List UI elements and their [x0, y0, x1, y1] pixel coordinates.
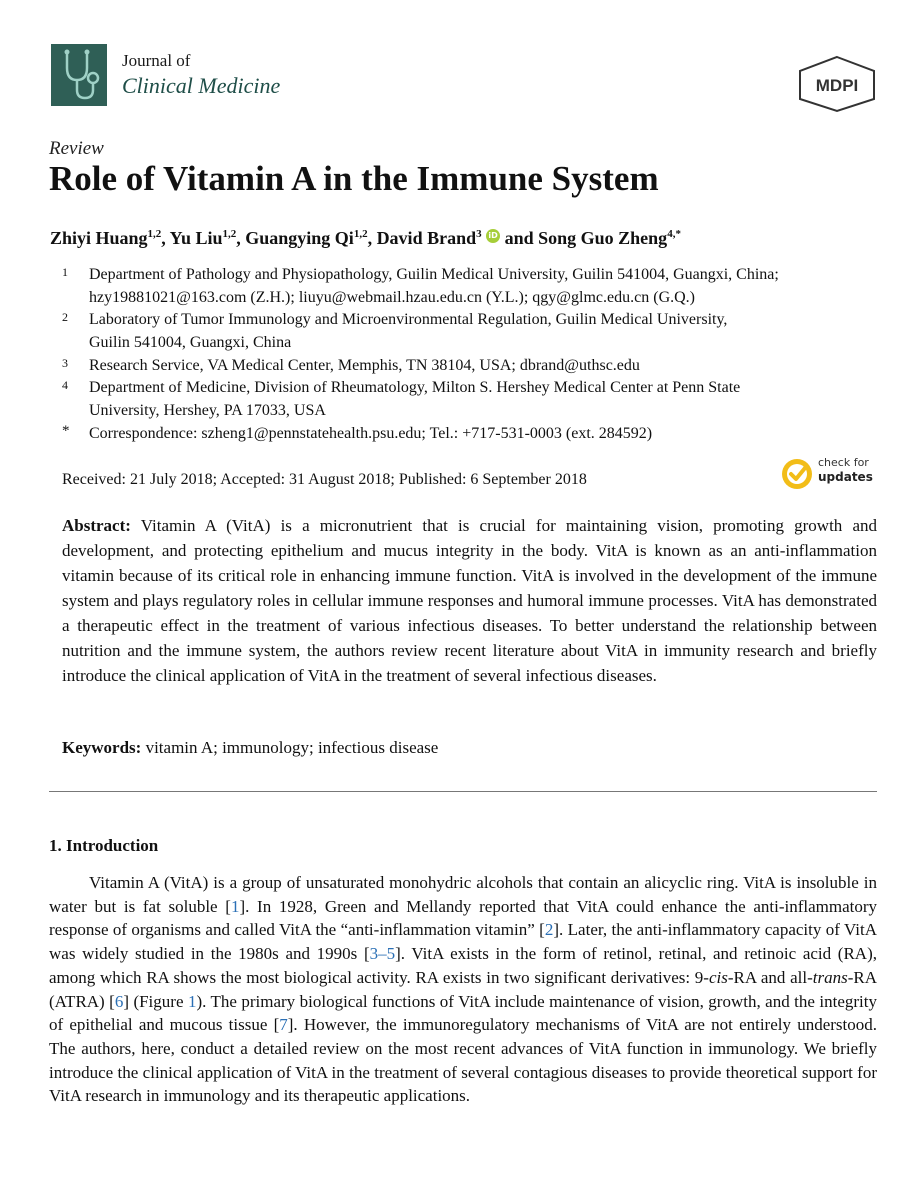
- affiliation-number: 3: [62, 356, 68, 370]
- abstract: [62, 513, 877, 688]
- paragraph-text: ). The primary biological functions of VitA include maintenance of vision, growth, and the integrity of epithelial and mucous tissue [: [49, 991, 877, 1035]
- citation-link[interactable]: 1: [230, 896, 240, 916]
- paragraph-text: ]. Later, the anti-inflammatory capacity of VitA was widely studied in the 1980s and 1990s [: [49, 920, 877, 964]
- author-affiliation: 4,*: [667, 228, 681, 240]
- check-updates-icon: [780, 457, 814, 491]
- introduction-paragraph: [49, 871, 877, 1108]
- affiliation-line: Research Service, VA Medical Center, Memphis, TN 38104, USA; dbrand@uthsc.edu: [89, 357, 640, 374]
- abstract-label: Abstract:: [62, 516, 131, 535]
- paragraph-text: ]. VitA exists in the form of retinol, retinal, and retinoic acid (RA), among which RA shows the most biological activity. RA exists in two significant derivatives: 9-: [49, 944, 877, 987]
- check-updates-line1: check for: [818, 456, 869, 469]
- stethoscope-icon: [51, 44, 107, 106]
- citation-link[interactable]: 3–5: [369, 944, 396, 964]
- journal-of-label: Journal of: [122, 51, 191, 70]
- paragraph-text: ] (Figure: [123, 991, 188, 1011]
- italic-term: trans: [812, 967, 848, 987]
- author-name: David Brand: [376, 228, 477, 248]
- affiliation-number: 2: [62, 310, 68, 324]
- affiliation-4: [62, 376, 882, 422]
- paragraph-text: Vitamin A (VitA) is a group of unsaturated monohydric alcohols that contain an alicyclic ring. VitA is insoluble in water but is fat soluble [: [49, 873, 877, 916]
- keywords-label: Keywords:: [62, 738, 142, 757]
- paragraph-text: ]. In 1928, Green and Mellandy reported that VitA could enhance the anti-inflammatory response of organisms and called VitA the “anti-inflammation vitamin” [: [49, 896, 878, 940]
- author-name: Song Guo Zheng: [538, 228, 668, 248]
- author-affiliation: 3: [476, 228, 482, 240]
- affiliation-line: hzy19881021@163.com (Z.H.); liuyu@webmail.hzau.edu.cn (Y.L.); qgy@glmc.edu.cn (G.Q.): [89, 289, 695, 306]
- italic-term: cis: [708, 967, 728, 987]
- abstract-text: Vitamin A (VitA) is a micronutrient that is crucial for maintaining vision, promoting growth and development, and protecting epithelium and mucus integrity in the body. VitA is known as an anti-inflammation vitamin because of its critical role in enhancing immune function. VitA is involved in the development of the immune system and plays regulatory roles in cellular immune responses and humoral immune processes. VitA has demonstrated a therapeutic effect in the treatment of various infectious diseases. To better understand the relationship between nutrition and the immune system, the authors review recent literature about VitA in immunity research and briefly introduce the clinical application of VitA in the treatment of several infectious diseases.: [62, 516, 877, 685]
- affiliation-line: Guilin 541004, Guangxi, China: [89, 334, 292, 351]
- keywords-text: vitamin A; immunology; infectious disease: [145, 738, 439, 757]
- author-name: Zhiyi Huang: [50, 228, 148, 248]
- article-title: Role of Vitamin A in the Immune System: [49, 159, 659, 198]
- affiliation-2: [62, 308, 882, 354]
- check-updates-line2: updates: [818, 470, 873, 484]
- paragraph-text: ]. However, the immunoregulatory mechanisms of VitA are not entirely understood. The authors, here, conduct a detailed review on the most recent advances of VitA function in immunology. We briefly introduce the clinical application of VitA in the treatment of several contagious diseases to provide theoretical support for VitA research in immunology and its therapeutic applications.: [49, 1015, 877, 1106]
- affiliation-number: 1: [62, 265, 68, 279]
- affiliation-line: Department of Medicine, Division of Rheumatology, Milton S. Hershey Medical Center at Penn State: [89, 379, 741, 396]
- citation-link[interactable]: 7: [279, 1015, 288, 1035]
- citation-link[interactable]: 2: [544, 920, 554, 940]
- publisher-name: MDPI: [815, 76, 859, 95]
- journal-logo: [51, 44, 107, 106]
- author-name: Guangying Qi: [245, 228, 354, 248]
- author-affiliation: 1,2: [147, 228, 162, 240]
- affiliation-1: [62, 263, 882, 309]
- author-separator: and: [500, 228, 539, 248]
- section-title: 1. Introduction: [49, 836, 159, 855]
- author-separator: ,: [367, 228, 377, 248]
- check-for-updates-badge[interactable]: [780, 454, 880, 494]
- author-affiliation: 1,2: [222, 228, 237, 240]
- affiliation-3: [62, 354, 882, 377]
- keywords: [62, 738, 438, 758]
- author-separator: ,: [161, 228, 170, 248]
- journal-name: Clinical Medicine: [122, 73, 281, 98]
- article-type: Review: [49, 138, 104, 159]
- author-separator: ,: [236, 228, 246, 248]
- paragraph-text: -RA and all-: [727, 967, 813, 987]
- affiliation-line: Department of Pathology and Physiopathology, Guilin Medical University, Guilin 541004, Guangxi, China;: [89, 266, 779, 283]
- orcid-icon[interactable]: iD: [486, 229, 500, 243]
- affiliation-number: 4: [62, 378, 68, 392]
- mdpi-logo: [796, 55, 878, 113]
- publication-dates: Received: 21 July 2018; Accepted: 31 August 2018; Published: 6 September 2018: [62, 471, 587, 488]
- correspondence-line: Correspondence: szheng1@pennstatehealth.psu.edu; Tel.: +717-531-0003 (ext. 284592): [89, 425, 653, 442]
- author-affiliation: 1,2: [353, 228, 368, 240]
- correspondence: [62, 422, 882, 445]
- figure-link[interactable]: 1: [187, 991, 197, 1011]
- affiliation-line: Laboratory of Tumor Immunology and Microenvironmental Regulation, Guilin Medical University,: [89, 311, 728, 328]
- affiliation-number: *: [62, 423, 70, 439]
- affiliation-line: University, Hershey, PA 17033, USA: [89, 402, 326, 419]
- citation-link[interactable]: 6: [114, 991, 124, 1011]
- paragraph-text: -RA (ATRA) [: [49, 967, 877, 1011]
- section-divider: [49, 791, 877, 792]
- author-name: Yu Liu: [169, 228, 223, 248]
- author-list: [50, 228, 681, 249]
